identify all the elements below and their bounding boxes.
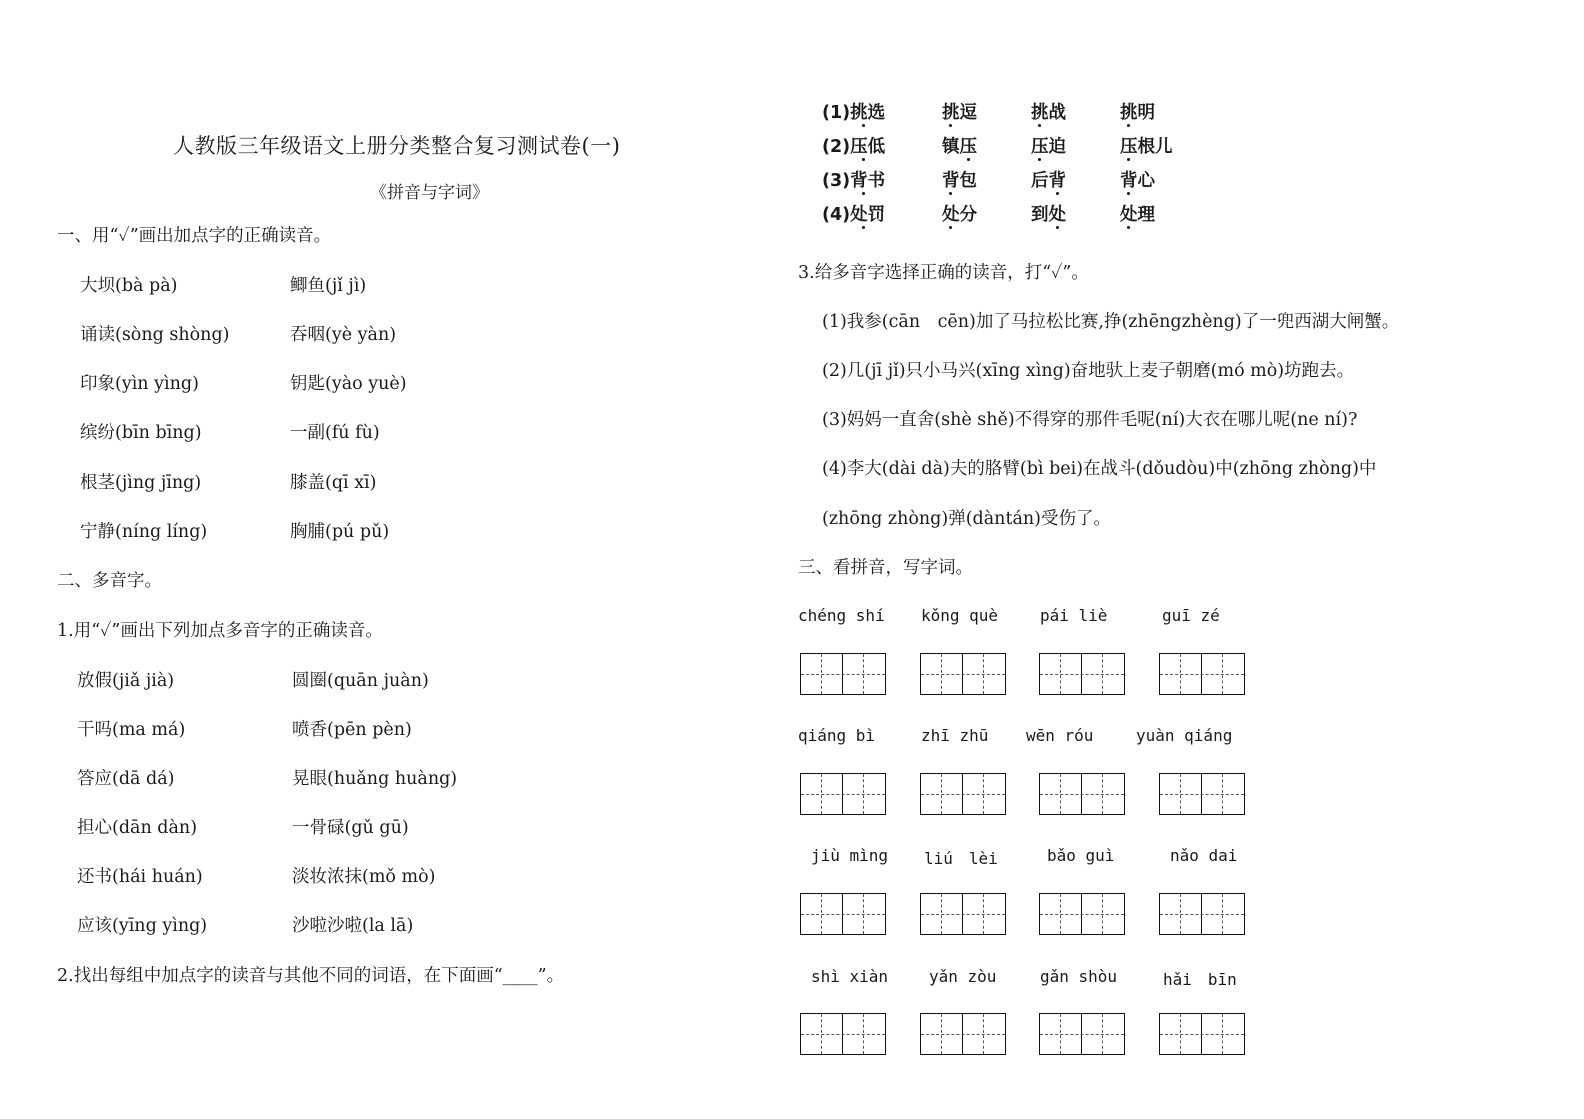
emphasis-dot — [862, 158, 865, 161]
emphasis-dot — [862, 124, 865, 127]
emphasis-dot — [1127, 226, 1130, 229]
word-item: 处分 — [942, 205, 977, 225]
section3-heading: 三、看拼音，写字词。 — [798, 558, 973, 578]
page-title: 人教版三年级语文上册分类整合复习测试卷(一) — [173, 134, 621, 158]
word-item: (1)挑选 — [822, 103, 886, 123]
choice-item: 喷香(pēn pèn) — [292, 720, 412, 740]
word-item: 背心 — [1120, 171, 1155, 191]
section2-heading: 二、多音字。 — [57, 571, 162, 591]
choice-item: 印象(yìn yìng) — [80, 374, 199, 394]
word-item: 挑战 — [1031, 103, 1066, 123]
pinyin-label: zhī zhū — [921, 726, 989, 745]
sentence-line: (3)妈妈一直舍(shè shě)不得穿的那件毛呢(ní)大衣在哪儿呢(ne ní)? — [822, 410, 1358, 430]
pinyin-label: yǎn zòu — [929, 967, 997, 986]
sentence-line: (1)我参(cān cēn)加了马拉松比赛,挣(zhēngzhèng)了一兜西湖大闸蟹。 — [822, 312, 1400, 332]
emphasis-dot — [967, 158, 970, 161]
emphasis-dot — [1038, 124, 1041, 127]
pinyin-label: liú lèi — [924, 849, 998, 868]
emphasis-dot — [862, 226, 865, 229]
writing-grid[interactable] — [1159, 893, 1245, 935]
writing-grid[interactable] — [800, 1013, 886, 1055]
word-item: 处理 — [1120, 205, 1155, 225]
word-item: (3)背书 — [822, 171, 886, 191]
choice-item: 吞咽(yè yàn) — [290, 325, 397, 345]
choice-item: 钥匙(yào yuè) — [290, 374, 407, 394]
pinyin-label: jiù mìng — [811, 846, 889, 865]
word-item: 背包 — [942, 171, 977, 191]
emphasis-dot — [1038, 158, 1041, 161]
pinyin-label: guī zé — [1162, 606, 1220, 625]
choice-item: 答应(dā dá) — [77, 769, 175, 789]
emphasis-dot — [1056, 192, 1059, 195]
word-item: 后背 — [1031, 171, 1066, 191]
sentence-line: (zhōng zhòng)弹(dàntán)受伤了。 — [822, 509, 1112, 529]
emphasis-dot — [949, 192, 952, 195]
writing-grid[interactable] — [1039, 653, 1125, 695]
pinyin-label: nǎo dai — [1170, 846, 1238, 865]
writing-grid[interactable] — [920, 653, 1006, 695]
word-item: 压迫 — [1031, 137, 1066, 157]
emphasis-dot — [949, 226, 952, 229]
word-item: (2)压低 — [822, 137, 886, 157]
writing-grid[interactable] — [1039, 1013, 1125, 1055]
writing-grid[interactable] — [1159, 653, 1245, 695]
page-subtitle: 《拼音与字词》 — [370, 183, 489, 203]
word-item: 镇压 — [942, 137, 977, 157]
choice-item: 胸脯(pú pǔ) — [290, 522, 390, 542]
writing-grid[interactable] — [800, 653, 886, 695]
section2-q2-heading: 2.找出每组中加点字的读音与其他不同的词语，在下面画“____”。 — [57, 966, 565, 986]
choice-item: 圆圈(quān juàn) — [292, 671, 429, 691]
emphasis-dot — [1127, 124, 1130, 127]
choice-item: 一骨碌(gǔ gū) — [292, 818, 409, 838]
choice-item: 鲫鱼(jǐ jì) — [290, 276, 367, 296]
emphasis-dot — [1127, 158, 1130, 161]
writing-grid[interactable] — [1159, 773, 1245, 815]
pinyin-label: shì xiàn — [811, 967, 889, 986]
word-item: 压根儿 — [1120, 137, 1173, 157]
choice-item: 应该(yīng yìng) — [77, 916, 208, 936]
pinyin-label: qiáng bì — [798, 726, 876, 745]
section1-heading: 一、用“✓”画出加点字的正确读音。 — [57, 226, 332, 246]
sentence-line: (2)几(jī jǐ)只小马兴(xīng xìng)奋地驮上麦子朝磨(mó mò)坊跑去。 — [822, 361, 1355, 381]
choice-item: 干吗(ma má) — [77, 720, 186, 740]
choice-item: 担心(dān dàn) — [77, 818, 198, 838]
pinyin-label: gǎn shòu — [1040, 967, 1118, 986]
pinyin-label: wēn róu — [1026, 726, 1094, 745]
word-item: (4)处罚 — [822, 205, 886, 225]
pinyin-label: chéng shí — [798, 606, 885, 625]
emphasis-dot — [862, 192, 865, 195]
choice-item: 沙啦沙啦(la lā) — [292, 916, 414, 936]
writing-grid[interactable] — [800, 893, 886, 935]
choice-item: 还书(hái huán) — [77, 867, 203, 887]
writing-grid[interactable] — [1159, 1013, 1245, 1055]
choice-item: 宁静(níng líng) — [80, 522, 208, 542]
pinyin-label: yuàn qiáng — [1136, 726, 1233, 745]
choice-item: 根茎(jìng jīng) — [80, 473, 202, 493]
writing-grid[interactable] — [920, 1013, 1006, 1055]
choice-item: 膝盖(qī xī) — [290, 473, 377, 493]
pinyin-label: hǎi bīn — [1163, 970, 1237, 989]
writing-grid[interactable] — [800, 773, 886, 815]
choice-item: 淡妆浓抹(mǒ mò) — [292, 867, 436, 887]
writing-grid[interactable] — [1039, 773, 1125, 815]
pinyin-label: pái liè — [1040, 606, 1108, 625]
choice-item: 大坝(bà pà) — [80, 276, 178, 296]
choice-item: 缤纷(bīn bīng) — [80, 423, 202, 443]
emphasis-dot — [1056, 226, 1059, 229]
sentence-line: (4)李大(dài dà)夫的胳臂(bì bei)在战斗(dǒudòu)中(zhōng zhòng)中 — [822, 459, 1377, 479]
writing-grid[interactable] — [920, 773, 1006, 815]
choice-item: 晃眼(huǎng huàng) — [292, 769, 458, 789]
section2-q3-heading: 3.给多音字选择正确的读音，打“✓”。 — [798, 263, 1089, 283]
choice-item: 一副(fú fù) — [290, 423, 380, 443]
section2-q1-heading: 1.用“✓”画出下列加点多音字的正确读音。 — [57, 621, 383, 641]
emphasis-dot — [1127, 192, 1130, 195]
word-item: 到处 — [1031, 205, 1066, 225]
pinyin-label: kǒng què — [921, 606, 999, 625]
writing-grid[interactable] — [1039, 893, 1125, 935]
emphasis-dot — [949, 124, 952, 127]
pinyin-label: bǎo guì — [1047, 846, 1115, 865]
word-item: 挑逗 — [942, 103, 977, 123]
word-item: 挑明 — [1120, 103, 1155, 123]
choice-item: 放假(jiǎ jià) — [77, 671, 175, 691]
choice-item: 诵读(sòng shòng) — [80, 325, 230, 345]
writing-grid[interactable] — [920, 893, 1006, 935]
